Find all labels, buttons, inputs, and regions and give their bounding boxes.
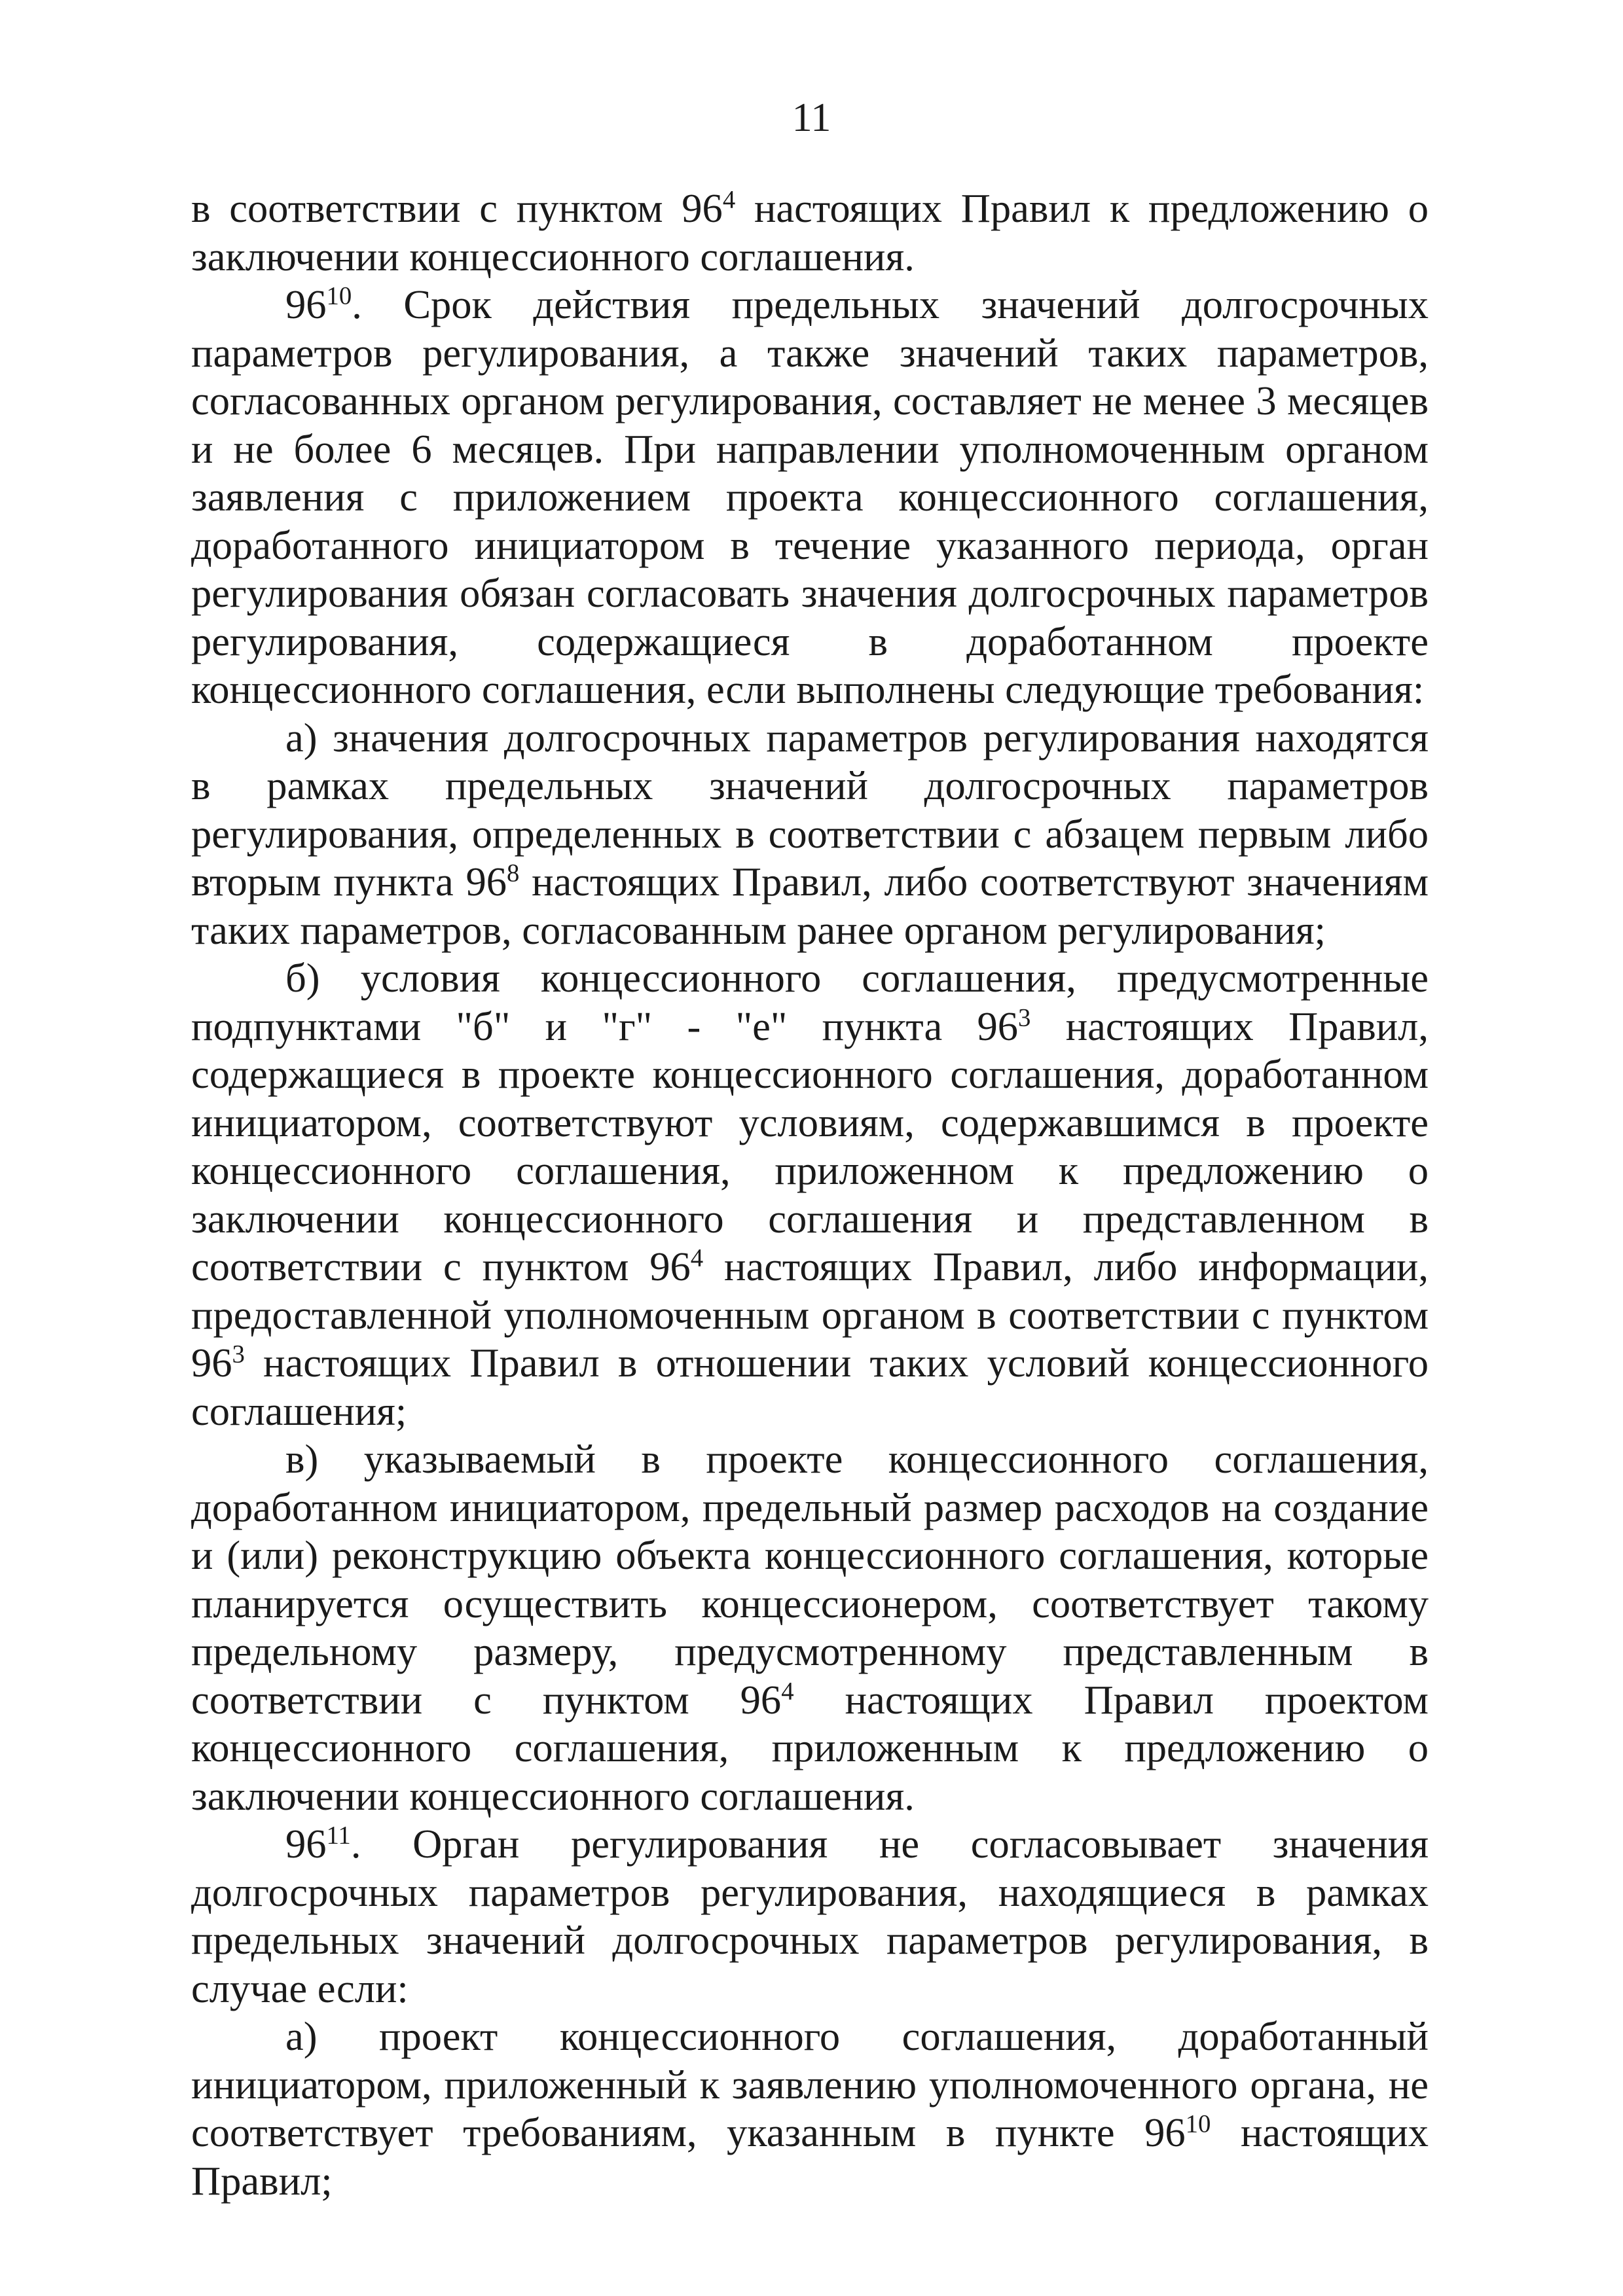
document-body [191,185,1429,2205]
superscript: 3 [232,1340,245,1369]
paragraph-96-10-item-a: а) значения долгосрочных параметров регулирования находятся в рамках предельных значений долгосрочных параметров регулирования, определенных в соответствии с абзацем первым либо вторым пункта $96^8$ настоящих Правил, либо соответствуют значениям таких параметров, согласованным ранее органом регулирования; [191,714,1429,953]
paragraph-96-10-item-b: б) условия концессионного соглашения, предусмотренные подпунктами "б" и "г" - "е" пункта $96^3$ настоящих Правил, содержащиеся в проекте концессионного соглашения, доработанном инициатором, соответствуют условиям, содержавшимся в проекте концессионного соглашения, приложенном к предложению о заключении концессионного соглашения и представленном в соответствии с пунктом $96^4$ настоящих Правил, либо информации, предоставленной уполномоченным органом в соответствии с пунктом $96^3$ настоящих Правил в отношении таких условий концессионного соглашения; [191,955,1429,1434]
superscript: 10 [1185,2109,1211,2138]
superscript: 4 [690,1244,704,1272]
superscript: 11 [326,1821,351,1850]
page-number: 11 [792,96,831,140]
superscript: 3 [1018,1003,1031,1032]
paragraph-96-10: $96^{10}$. Срок действия предельных значений долгосрочных параметров регулирования, а также значений таких параметров, согласованных органом регулирования, составляет не менее 3 месяцев и не более 6 месяцев. При направлении уполномоченным органом заявления с приложением проекта концессионного соглашения, доработанного инициатором в течение указанного периода, орган регулирования обязан согласовать значения долгосрочных параметров регулирования, содержащиеся в доработанном проекте концессионного соглашения, если выполнены следующие требования: [191,281,1429,712]
paragraph-continuation: в соответствии с пунктом $96^4$ настоящих Правил к предложению о заключении концессионного соглашения. [191,185,1429,279]
superscript: 8 [506,859,520,888]
paragraph-96-11: $96^{11}$. Орган регулирования не согласовывает значения долгосрочных параметров регулирования, находящиеся в рамках предельных значений долгосрочных параметров регулирования, в случае если: [191,1821,1429,2011]
paragraph-96-11-item-a: а) проект концессионного соглашения, доработанный инициатором, приложенный к заявлению уполномоченного органа, не соответствует требованиям, указанным в пункте $96^{10}$ настоящих Правил; [191,2013,1429,2204]
paragraph-96-10-item-c: в) указываемый в проекте концессионного соглашения, доработанном инициатором, предельный размер расходов на создание и (или) реконструкцию объекта концессионного соглашения, которые планируется осуществить концессионером, соответствует такому предельному размеру, предусмотренному представленным в соответствии с пунктом $96^4$ настоящих Правил проектом концессионного соглашения, приложенным к предложению о заключении концессионного соглашения. [191,1436,1429,1819]
superscript: 4 [722,185,736,214]
superscript: 4 [781,1677,794,1706]
superscript: 10 [326,281,352,310]
